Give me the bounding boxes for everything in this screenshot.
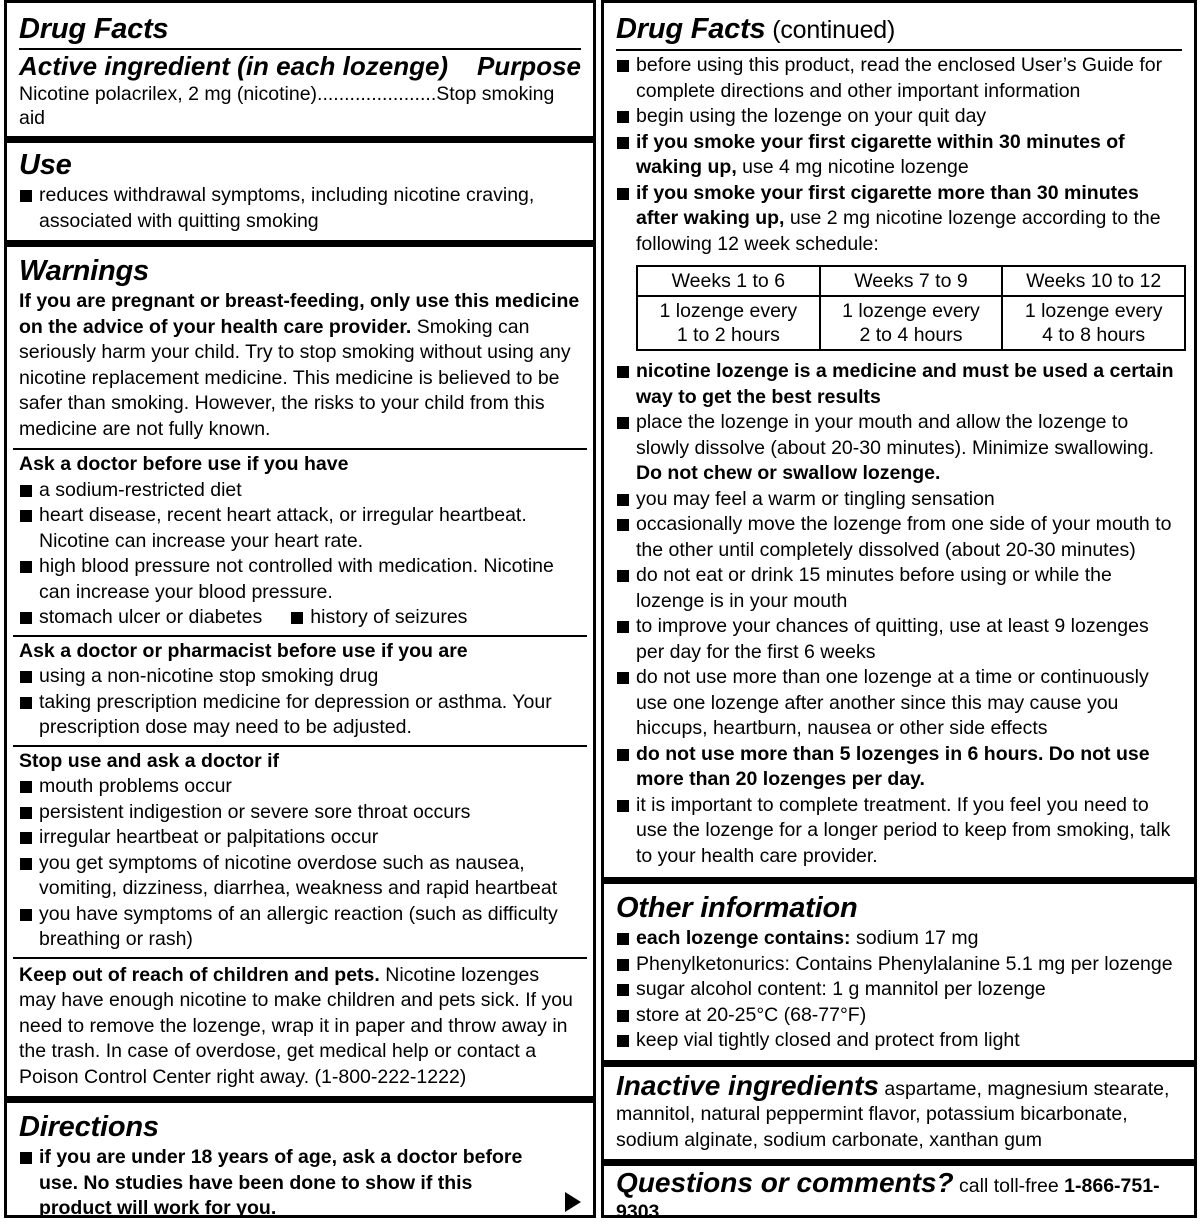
ask-doctor-pair [19,605,581,631]
list-item: do not use more than 5 lozenges in 6 hours. Do not use more than 20 lozenges per day. [616,742,1182,793]
questions-section [604,1159,1194,1229]
drug-facts-right-panel [601,0,1197,1223]
continued-suffix: (continued) [765,16,896,44]
list-item: it is important to complete treatment. If you feel you need to use the lozenge for a longer period to keep from smoking, talk to your health care provider. [616,793,1182,870]
ask-doctor-section [13,448,587,635]
questions-line [616,1167,1182,1225]
list-item: if you smoke your first cigarette within 30 minutes of waking up, use 4 mg nicotine lozenge [616,130,1182,181]
drug-facts-title: Drug Facts [19,13,169,45]
directions-section [7,1096,593,1230]
toll-free-phone: 1-866-751-9303 [616,1175,1160,1223]
list-item: before using this product, read the enclosed User’s Guide for complete directions and other important information [616,53,1182,104]
pregnancy-warning-text: Smoking can seriously harm your child. Try to stop smoking without using any nicotine replacement medicine. This medicine is believed to be safer than smoking. However, the risks to your child from this medicine are not fully known. [19,315,571,440]
table-header-cell: Weeks 10 to 12 [1002,266,1185,296]
inactive-ingredients-text: aspartame, magnesium stearate, mannitol, natural peppermint flavor, potassium bicarbonate, sodium alginate, sodium carbonate, xanthan gum [616,1077,1170,1151]
ask-pharmacist-heading: Ask a doctor or pharmacist before use if you are [19,639,468,662]
list-item: you may feel a warm or tingling sensation [616,487,1182,513]
list-item: stomach ulcer or diabetes [19,605,262,631]
list-item: place the lozenge in your mouth and allow the lozenge to slowly dissolve (about 20-30 minutes). Minimize swallowing. Do not chew or swallow lozenge. [616,410,1182,487]
keep-out-bold: Keep out of reach of children and pets. [19,963,380,986]
table-header-cell: Weeks 7 to 9 [820,266,1003,296]
list-item: a sodium-restricted diet [19,478,581,504]
inactive-ingredients-section [604,1060,1194,1160]
questions-heading: Questions or comments? [616,1167,954,1198]
title-rule [616,49,1182,51]
table-row [637,296,1185,350]
inactive-ingredients-heading: Inactive ingredients [616,1069,879,1101]
keep-out-warning [19,963,581,1091]
table-cell: 1 lozenge every 1 to 2 hours [637,296,820,350]
list-item: irregular heartbeat or palpitations occur [19,825,581,851]
active-ingredient-section [7,3,593,136]
list-item: do not use more than one lozenge at a time or continuously use one lozenge after another since this may cause you hiccups, heartburn, nausea or other side effects [616,665,1182,742]
continued-title: Drug Facts [616,13,766,45]
use-item: reduces withdrawal symptoms, including nicotine craving, associated with quitting smoking [19,183,581,234]
directions-continued-section [604,3,1194,877]
list-item: occasionally move the lozenge from one side of your mouth to the other until completely dissolved (about 20-30 minutes) [616,512,1182,563]
list-item: high blood pressure not controlled with medication. Nicotine can increase your blood pressure. [19,554,581,605]
list-item: you have symptoms of an allergic reaction (such as difficulty breathing or rash) [19,902,581,953]
stop-use-section [13,745,587,957]
continue-arrow-icon [565,1192,581,1212]
drug-facts-continued-title [616,11,1182,48]
inactive-ingredients [616,1069,1182,1154]
table-row [637,266,1185,296]
list-item: to improve your chances of quitting, use at least 9 lozenges per day for the first 6 weeks [616,614,1182,665]
dosing-schedule-table [636,265,1186,351]
table-header-cell: Weeks 1 to 6 [637,266,820,296]
use-heading: Use [19,149,72,181]
keep-out-text: Nicotine lozenges may have enough nicotine to make children and pets sick. If you need to remove the lozenge, wrap it in paper and throw away in the trash. In case of overdose, get medical help or contact a Poison Control Center right away. (1-800-222-1222) [19,963,573,1088]
directions-heading: Directions [19,1111,159,1143]
keep-out-section [13,957,587,1097]
list-item: do not eat or drink 15 minutes before using or while the lozenge is in your mouth [616,563,1182,614]
list-item: sugar alcohol content: 1 g mannitol per lozenge [616,977,1182,1003]
list-item: persistent indigestion or severe sore throat occurs [19,800,581,826]
list-item: heart disease, recent heart attack, or irregular heartbeat. Nicotine can increase your heart rate. [19,503,581,554]
active-ingredient-header [19,50,581,82]
other-information-heading: Other information [616,892,858,924]
pregnancy-warning-bold: If you are pregnant or breast-feeding, only use this medicine on the advice of your health care provider. [19,290,580,338]
warnings-heading: Warnings [19,255,149,287]
list-item: you get symptoms of nicotine overdose such as nausea, vomiting, dizziness, diarrhea, weakness and rapid heartbeat [19,851,581,902]
list-item: history of seizures [290,605,467,631]
warnings-section [7,240,593,448]
ask-pharmacist-section [13,635,587,745]
directions-item: if you are under 18 years of age, ask a doctor before use. No studies have been done to show if this product will work for you. [19,1145,581,1222]
list-item: each lozenge contains: sodium 17 mg [616,926,1182,952]
list-item: nicotine lozenge is a medicine and must be used a certain way to get the best results [616,359,1182,410]
stop-use-heading: Stop use and ask a doctor if [19,749,280,772]
list-item: mouth problems occur [19,774,581,800]
table-cell: 1 lozenge every 4 to 8 hours [1002,296,1185,350]
table-cell: 1 lozenge every 2 to 4 hours [820,296,1003,350]
list-item: keep vial tightly closed and protect from light [616,1028,1182,1054]
ask-doctor-heading: Ask a doctor before use if you have [19,453,349,475]
list-item: store at 20-25°C (68-77°F) [616,1003,1182,1029]
active-ingredient-line: Nicotine polacrilex, 2 mg (nicotine)......................Stop smoking aid [19,83,555,129]
active-ingredient-heading: Active ingredient (in each lozenge) [19,51,449,81]
list-item: if you smoke your first cigarette more than 30 minutes after waking up, use 2 mg nicotine lozenge according to the following 12 week schedule: [616,181,1182,258]
purpose-heading: Purpose [476,51,581,81]
list-item: taking prescription medicine for depression or asthma. Your prescription dose may need to be adjusted. [19,690,581,741]
questions-text: call toll-free [953,1175,1065,1197]
list-item: using a non-nicotine stop smoking drug [19,664,581,690]
list-item: begin using the lozenge on your quit day [616,104,1182,130]
use-section [7,136,593,240]
other-information-section [604,877,1194,1060]
pregnancy-warning [19,289,581,442]
list-item: Phenylketonurics: Contains Phenylalanine 5.1 mg per lozenge [616,952,1182,978]
drug-facts-left-panel [4,0,596,1218]
